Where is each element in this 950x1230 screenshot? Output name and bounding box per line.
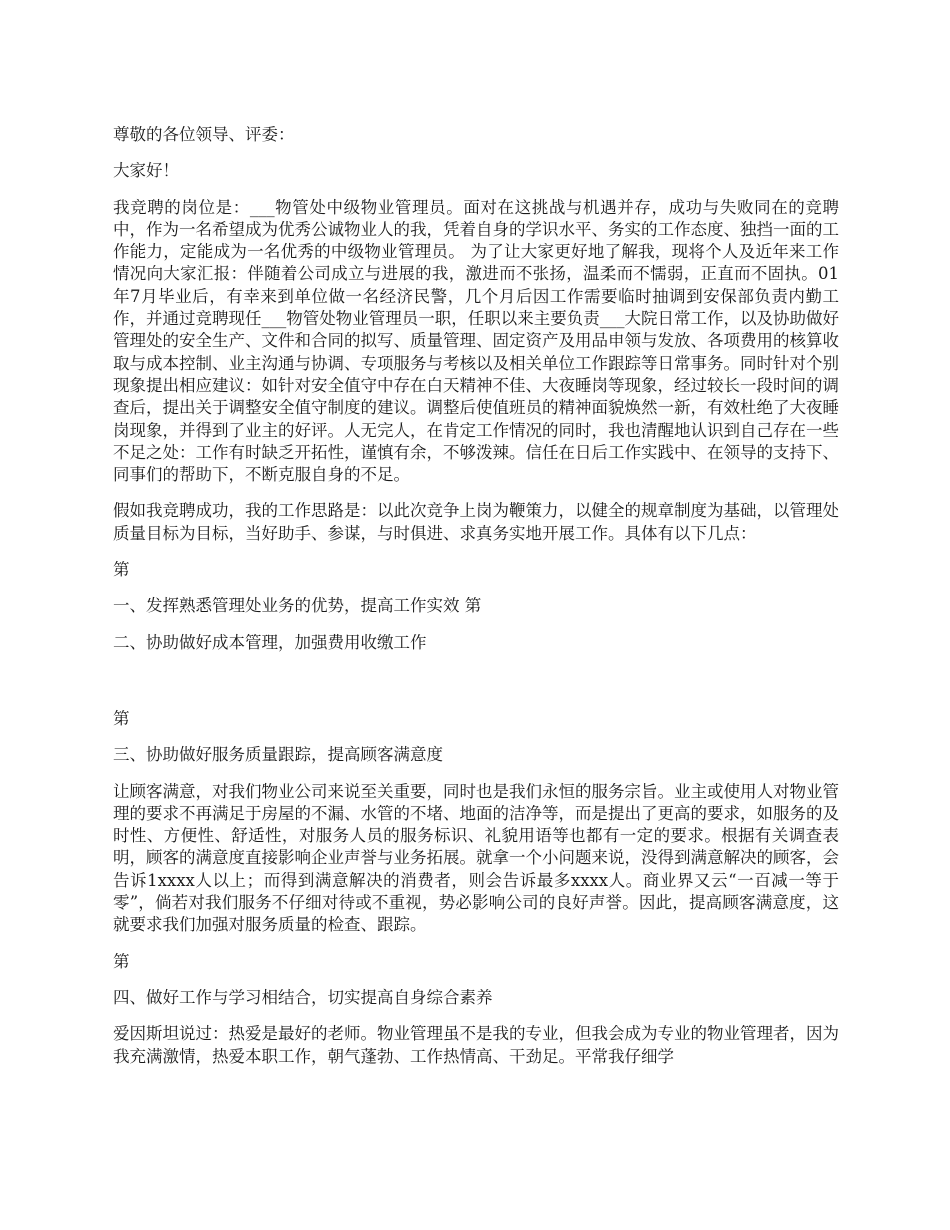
document-page [113,124,839,1082]
body-paragraph-plan: 假如我竞聘成功，我的工作思路是：以此次竞争上岗为鞭策力，以健全的规章制度为基础，以管理处质量目标为目标，当好助手、参谋，与时俱进、求真务实地开展工作。具体有以下几点： [113,501,839,543]
blank-space [113,668,839,708]
body-paragraph-satisfaction: 让顾客满意，对我们物业公司来说至关重要，同时也是我们永恒的服务宗旨。业主或使用人对物业管理的要求不再满足于房屋的不漏、水管的不堵、地面的洁净等，而是提出了更高的要求，如服务的及时性、方便性、舒适性，对服务人员的服务标识、礼貌用语等也都有一定的要求。根据有关调查表明，顾客的满意度直接影响企业声誉与业务拓展。就拿一个小问题来说，没得到满意解决的顾客，会告诉1xxxx人以上；而得到满意解决的消费者，则会告诉最多xxxx人。商业界又云“一百减一等于零”，倘若对我们服务不仔细对待或不重视，势必影响公司的良好声誉。因此，提高顾客满意度，这就要求我们加强对服务质量的检查、跟踪。 [113,781,839,935]
body-paragraph-intro: 我竞聘的岗位是：___物管处中级物业管理员。面对在这挑战与机遇并存，成功与失败同在的竞聘中，作为一名希望成为优秀公诚物业人的我，凭着自身的学识水平、务实的工作态度、独挡一面的工作能力，定能成为一名优秀的中级物业管理员。 为了让大家更好地了解我，现将个人及近年来工作情况向大家汇报：伴随着公司成立与进展的我，激进而不张扬，温柔而不懦弱，正直而不固执。01年7月毕业后，有幸来到单位做一名经济民警，几个月后因工作需要临时抽调到安保部负责内勤工作，并通过竞聘现任___物管处物业管理员一职，任职以来主要负责___大院日常工作，以及协助做好管理处的安全生产、文件和合同的拟写、质量管理、固定资产及用品申领与发放、各项费用的核算收取与成本控制、业主沟通与协调、专项服务与考核以及相关单位工作跟踪等日常事务。同时针对个别现象提出相应建议：如针对安全值守中存在白天精神不佳、大夜睡岗等现象，经过较长一段时间的调查后，提出关于调整安全值守制度的建议。调整后使值班员的精神面貌焕然一新，有效杜绝了大夜睡岗现象，并得到了业主的好评。人无完人，在肯定工作情况的同时，我也清醒地认识到自己存在一些不足之处：工作有时缺乏开拓性，谨慎有余，不够泼辣。信任在日后工作实践中、在领导的支持下、同事们的帮助下，不断克服自身的不足。 [113,197,839,485]
section-heading-2: 二、协助做好成本管理，加强费用收缴工作 [113,632,427,652]
section-marker: 第 [113,560,130,580]
greeting: 大家好！ [113,161,179,181]
section-heading-1: 一、发挥熟悉管理处业务的优势，提高工作实效 第 [113,596,482,616]
section-heading-4: 四、做好工作与学习相结合，切实提高自身综合素养 [113,987,493,1007]
section-heading-3: 三、协助做好服务质量跟踪，提高顾客满意度 [113,745,443,765]
section-marker: 第 [113,951,130,971]
salutation: 尊敬的各位领导、评委： [113,125,295,144]
body-paragraph-learning: 爱因斯坦说过：热爱是最好的老师。物业管理虽不是我的专业，但我会成为专业的物业管理者，因为我充满激情，热爱本职工作，朝气蓬勃、工作热情高、干劲足。平常我仔细学 [113,1024,839,1066]
section-marker: 第 [113,708,130,728]
